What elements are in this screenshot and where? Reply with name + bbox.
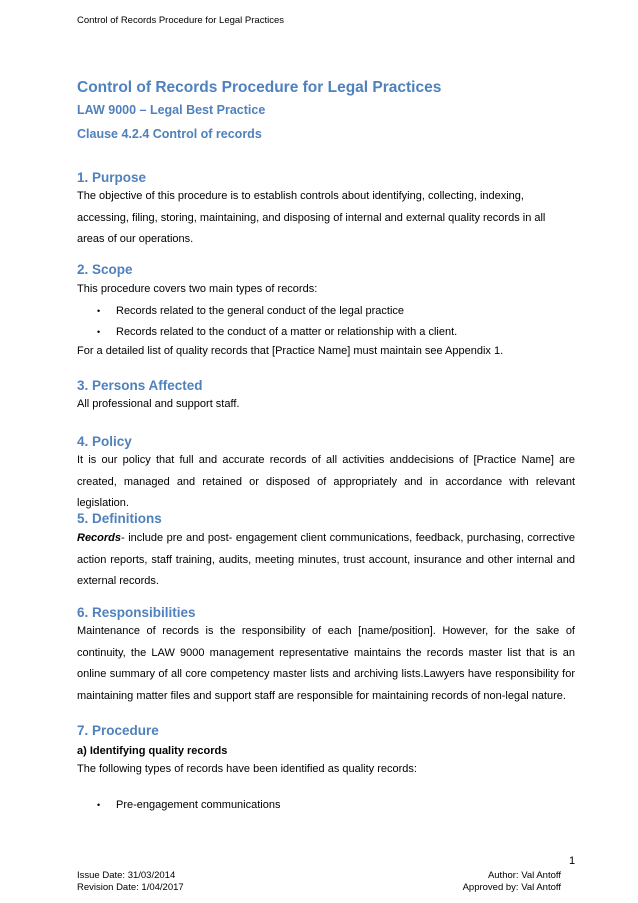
section-text-definitions <box>77 528 575 593</box>
section-text-scope-outro: For a detailed list of quality records that [Practice Name] must maintain see Appendix 1. <box>77 345 504 357</box>
bullet-glyph: • <box>97 327 101 337</box>
definition-term: Records <box>77 532 122 544</box>
list-item-text: Pre-engagement communications <box>116 799 281 811</box>
list-item-text: Records related to the general conduct of the legal practice <box>116 305 405 317</box>
list-item <box>97 326 457 338</box>
revision-date: Revision Date: 1/04/2017 <box>77 882 184 893</box>
author: Author: Val Antoff <box>487 870 561 881</box>
section-heading-procedure: 7. Procedure <box>77 723 159 738</box>
document-subtitle-clause: Clause 4.2.4 Control of records <box>77 127 262 141</box>
section-heading-responsibilities: 6. Responsibilities <box>77 605 196 620</box>
list-item-text: Records related to the conduct of a matter or relationship with a client. <box>116 326 458 338</box>
procedure-subheading: a) Identifying quality records <box>77 745 228 757</box>
section-heading-purpose: 1. Purpose <box>77 170 147 185</box>
list-item <box>97 305 404 317</box>
page-number: 1 <box>569 855 576 867</box>
section-text-policy: It is our policy that full and accurate records of all activities anddecisions of [Practice Name] are created, managed and retained or disposed of appropriately and in accordance with relevant legislation. <box>77 454 575 509</box>
section-text-procedure: The following types of records have been identified as quality records: <box>77 763 417 775</box>
bullet-glyph: • <box>97 306 101 316</box>
section-heading-policy: 4. Policy <box>77 434 132 449</box>
section-heading-persons: 3. Persons Affected <box>77 378 203 393</box>
document-subtitle-standard: LAW 9000 – Legal Best Practice <box>77 103 266 117</box>
section-text-persons: All professional and support staff. <box>77 398 240 410</box>
list-item <box>97 799 280 811</box>
definition-text: - include pre and post- engagement client communications, feedback, purchasing, corrective action reports, staff training, audits, meeting minutes, trust account, insurance and other internal and external records. <box>77 532 575 587</box>
document-title: Control of Records Procedure for Legal Practices <box>77 79 442 96</box>
section-text-purpose: The objective of this procedure is to establish controls about identifying, collecting, indexing, accessing, filing, storing, maintaining, and disposing of internal and external quality records in all areas of our operations. <box>77 190 546 245</box>
approved-by: Approved by: Val Antoff <box>462 882 561 893</box>
section-text-scope-intro: This procedure covers two main types of records: <box>77 283 318 295</box>
issue-date: Issue Date: 31/03/2014 <box>77 870 176 881</box>
section-heading-scope: 2. Scope <box>77 262 133 277</box>
bullet-glyph: • <box>97 800 101 810</box>
section-heading-definitions: 5. Definitions <box>77 511 162 526</box>
section-text-responsibilities: Maintenance of records is the responsibility of each [name/position]. However, for the sake of continuity, the LAW 9000 management representative maintains the records master list that is an online summary of all core competency master lists and archiving lists.Lawyers have responsibility for maintaining matter files and support staff are responsible for maintaining records of non-legal nature. <box>77 625 575 702</box>
running-header: Control of Records Procedure for Legal Practices <box>77 15 284 26</box>
